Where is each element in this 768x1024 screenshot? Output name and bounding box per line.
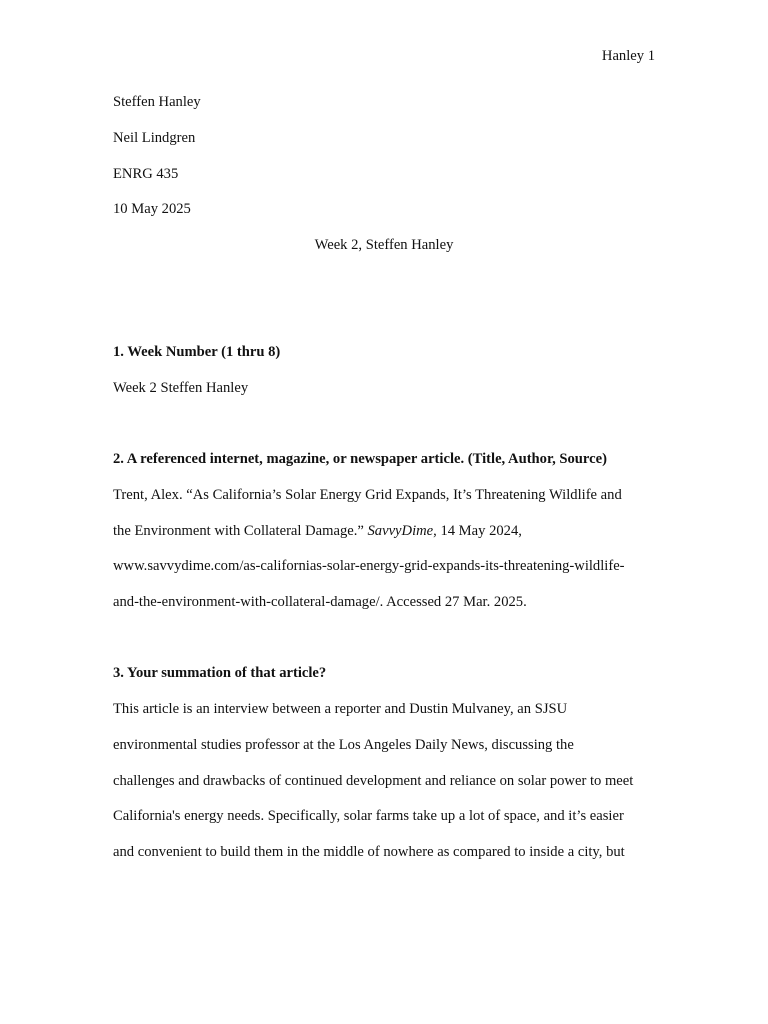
section-2-heading: 2. A referenced internet, magazine, or newspaper article. (Title, Author, Source): [113, 451, 607, 467]
citation-date: , 14 May 2024,: [433, 523, 522, 539]
course-code: ENRG 435: [113, 166, 179, 182]
section-1-heading: 1. Week Number (1 thru 8): [113, 344, 281, 360]
document-title: Week 2, Steffen Hanley: [314, 237, 454, 253]
document-date: 10 May 2025: [113, 201, 191, 217]
summary-line-3: challenges and drawbacks of continued development and reliance on solar power to meet: [113, 773, 634, 789]
summary-line-4: California's energy needs. Specifically, solar farms take up a lot of space, and it’s easier: [113, 808, 624, 824]
summary-line-2: environmental studies professor at the Los Angeles Daily News, discussing the: [113, 737, 574, 753]
citation-source: SavvyDime: [367, 523, 434, 539]
citation-line-1: Trent, Alex. “As California’s Solar Energy Grid Expands, It’s Threatening Wildlife and: [113, 487, 622, 503]
citation-title-end: the Environment with Collateral Damage.”: [113, 523, 368, 539]
instructor-name: Neil Lindgren: [113, 130, 196, 146]
section-1-answer: Week 2 Steffen Hanley: [113, 380, 249, 396]
citation-url-line-2: and-the-environment-with-collateral-damage/. Accessed 27 Mar. 2025.: [113, 594, 527, 610]
citation-line-2: [113, 522, 522, 540]
summary-line-5: and convenient to build them in the middle of nowhere as compared to inside a city, but: [113, 844, 625, 860]
student-name: Steffen Hanley: [113, 94, 201, 110]
section-3-heading: 3. Your summation of that article?: [113, 665, 327, 681]
summary-line-1: This article is an interview between a reporter and Dustin Mulvaney, an SJSU: [113, 701, 568, 717]
citation-url-line-1: www.savvydime.com/as-californias-solar-energy-grid-expands-its-threatening-wildlife-: [113, 558, 625, 574]
running-header: Hanley 1: [601, 48, 655, 64]
